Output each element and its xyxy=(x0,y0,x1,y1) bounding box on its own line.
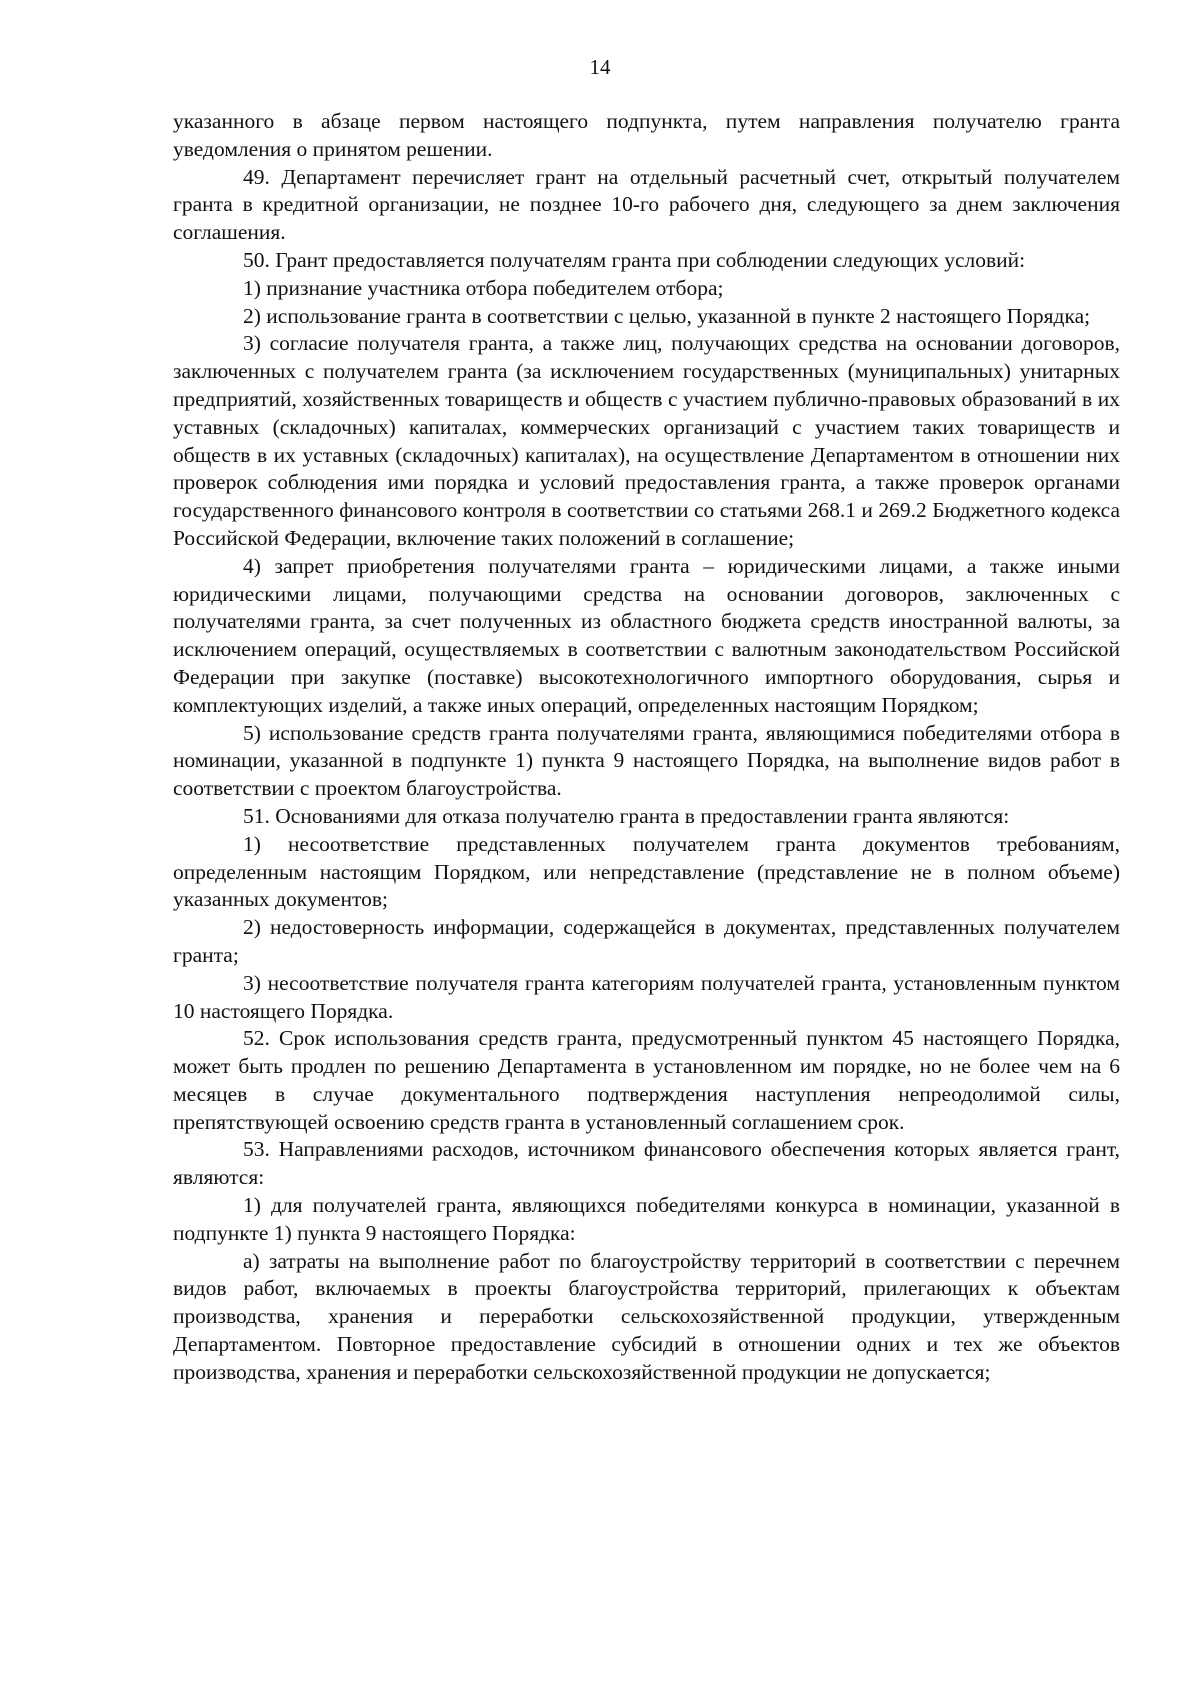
paragraph: 4) запрет приобретения получателями гранта – юридическими лицами, а также иными юридическими лицами, получающими средства на основании договоров, заключенных с получателями гранта, за счет полученных из областного бюджета средств иностранной валюты, за исключением операций, осуществляемых в соответствии с валютным законодательством Российской Федерации при закупке (поставке) высокотехнологичного импортного оборудования, сырья и комплектующих изделий, а также иных операций, определенных настоящим Порядком; xyxy=(173,553,1120,717)
paragraph: 50. Грант предоставляется получателям гранта при соблюдении следующих условий: xyxy=(243,247,1026,272)
paragraph: 49. Департамент перечисляет грант на отдельный расчетный счет, открытый получателем гранта в кредитной организации, не позднее 10-го рабочего дня, следующего за днем заключения соглашения. xyxy=(173,164,1120,245)
paragraph: 3) несоответствие получателя гранта категориям получателей гранта, установленным пунктом 10 настоящего Порядка. xyxy=(173,970,1120,1023)
paragraph: 52. Срок использования средств гранта, предусмотренный пунктом 45 настоящего Порядка, может быть продлен по решению Департамента в установленном им порядке, но не более чем на 6 месяцев в случае документального подтверждения наступления непреодолимой силы, препятствующей освоению средств гранта в установленный соглашением срок. xyxy=(173,1026,1120,1134)
paragraph: 53. Направлениями расходов, источником финансового обеспечения которых является грант, являются: xyxy=(173,1137,1120,1190)
paragraph: а) затраты на выполнение работ по благоустройству территорий в соответствии с перечнем видов работ, включаемых в проекты благоустройства территорий, прилегающих к объектам производства, хранения и переработки сельскохозяйственной продукции, утвержденным Департаментом. Повторное предоставление субсидий в отношении одних и тех же объектов производства, хранения и переработки сельскохозяйственной продукции не допускается; xyxy=(173,1248,1120,1384)
paragraph: 1) для получателей гранта, являющихся победителями конкурса в номинации, указанной в подпункте 1) пункта 9 настоящего Порядка: xyxy=(173,1193,1120,1245)
paragraph: 5) использование средств гранта получателями гранта, являющимися победителями отбора в номинации, указанной в подпункте 1) пункта 9 настоящего Порядка, на выполнение видов работ в соответствии с проектом благоустройства. xyxy=(173,720,1120,801)
paragraph: 2) использование гранта в соответствии с целью, указанной в пункте 2 настоящего Порядка; xyxy=(243,303,1091,328)
paragraph: 1) несоответствие представленных получателем гранта документов требованиям, определенным настоящим Порядком, или непредставление (представление не в полном объеме) указанных документов; xyxy=(173,831,1120,912)
paragraph: 1) признание участника отбора победителем отбора; xyxy=(243,275,724,300)
paragraph: 2) недостоверность информации, содержащейся в документах, представленных получателем гранта; xyxy=(173,915,1120,967)
paragraph: 3) согласие получателя гранта, а также лиц, получающих средства на основании договоров, заключенных с получателем гранта (за исключением государственных (муниципальных) унитарных предприятий, хозяйственных товариществ и обществ с участием публично-правовых образований в их уставных (складочных) капиталах, коммерческих организаций с участием таких товариществ и обществ в их уставных (складочных) капиталах), на осуществление Департаментом в отношении них проверок соблюдения ими порядка и условий предоставления гранта, а также проверок органами государственного финансового контроля в соответствии со статьями 268.1 и 269.2 Бюджетного кодекса Российской Федерации, включение таких положений в соглашение; xyxy=(173,331,1120,550)
document-body xyxy=(173,108,1120,1387)
page-number: 14 xyxy=(589,55,611,79)
paragraph: указанного в абзаце первом настоящего подпункта, путем направления получателю гранта уведомления о принятом решении. xyxy=(173,109,1120,161)
paragraph: 51. Основаниями для отказа получателю гранта в предоставлении гранта являются: xyxy=(243,803,1010,828)
